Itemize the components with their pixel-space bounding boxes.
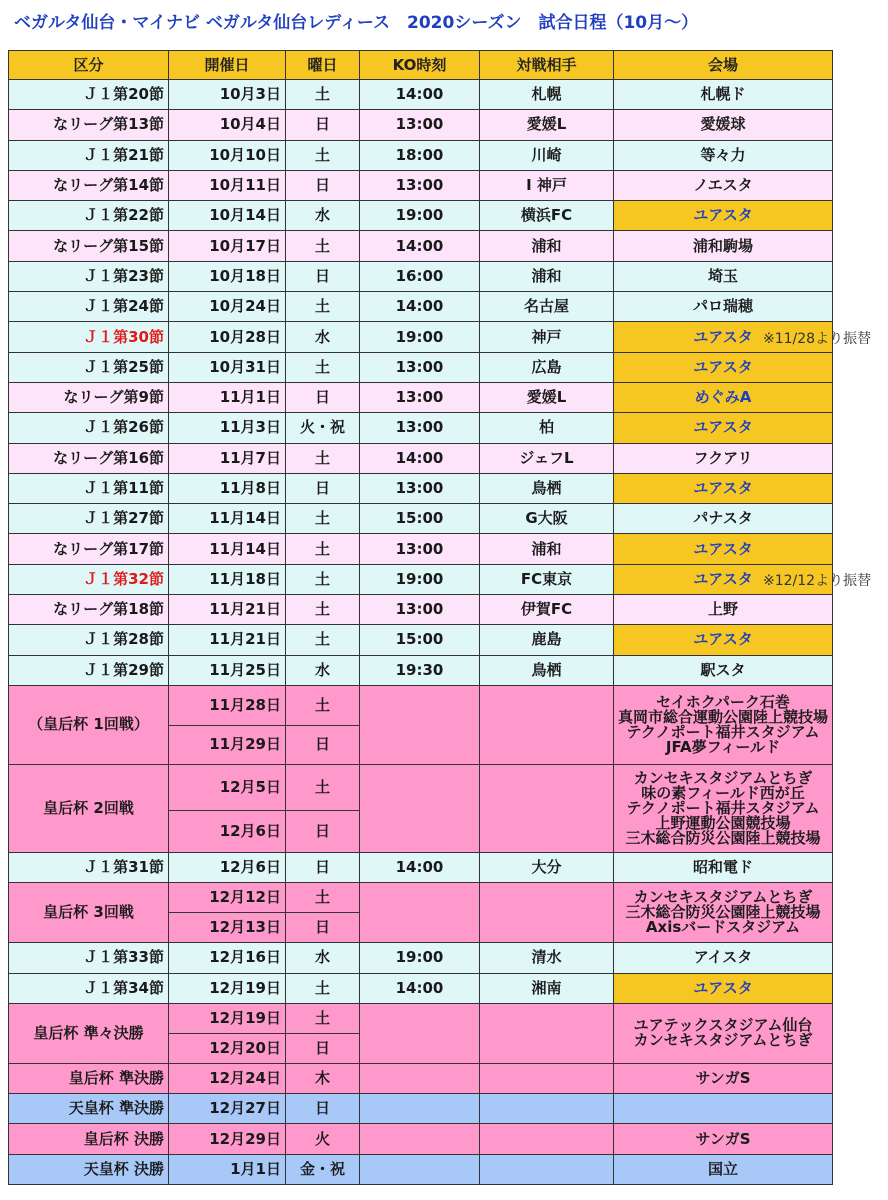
ko-cell: 18:00 [360,140,480,170]
date-cell: 11月7日 [169,443,286,473]
day-cell: 土 [286,564,360,594]
date-cell: 11月21日 [169,625,286,655]
ko-cell: 19:00 [360,564,480,594]
ko-cell: 14:00 [360,80,480,110]
day-cell: 水 [286,943,360,973]
day-cell: 日 [286,1094,360,1124]
day-cell: 土 [286,685,360,725]
date-cell: 12月6日 [169,810,286,852]
ko-cell: 19:00 [360,943,480,973]
date-cell: 12月6日 [169,852,286,882]
kubun-cell: なリーグ第14節 [9,170,169,200]
date-cell: 10月3日 [169,80,286,110]
kubun-cell: なリーグ第15節 [9,231,169,261]
cup-venue-cell [614,1003,833,1063]
day-cell: 日 [286,1033,360,1063]
venue-cell: 上野 [614,595,833,625]
kubun-cell: 皇后杯 決勝 [9,1124,169,1154]
date-cell: 12月29日 [169,1124,286,1154]
venue-cell: パロ瑞穂 [614,292,833,322]
day-cell: 土 [286,625,360,655]
date-cell: 10月31日 [169,352,286,382]
ko-cell [360,1003,480,1063]
opponent-cell [480,764,614,852]
date-cell: 11月1日 [169,382,286,412]
date-cell: 10月14日 [169,201,286,231]
date-cell: 10月4日 [169,110,286,140]
date-cell: 12月27日 [169,1094,286,1124]
table-row [9,595,833,625]
kubun-cell: Ｊ１第11節 [9,473,169,503]
cup-row [9,1003,833,1033]
cup-venue-item: ユアテックスタジアム仙台 [633,1016,813,1035]
reschedule-note: ※12/12より振替 [763,573,872,590]
day-cell: 火・祝 [286,413,360,443]
date-cell: 10月17日 [169,231,286,261]
date-cell: 11月3日 [169,413,286,443]
kubun-cell: Ｊ１第31節 [9,852,169,882]
date-cell: 11月18日 [169,564,286,594]
cup-venue-cell [614,685,833,764]
header-opponent: 対戦相手 [480,51,614,80]
ko-cell: 13:00 [360,382,480,412]
kubun-cell: なリーグ第17節 [9,534,169,564]
kubun-cell: Ｊ１第28節 [9,625,169,655]
kubun-cell: Ｊ１第23節 [9,261,169,291]
table-row [9,504,833,534]
table-row [9,261,833,291]
venue-cell: パナスタ [614,504,833,534]
venue-cell: サンガS [614,1124,833,1154]
table-row [9,322,833,352]
day-cell: 日 [286,382,360,412]
header-ko: KO時刻 [360,51,480,80]
ko-cell: 19:00 [360,201,480,231]
day-cell: 土 [286,352,360,382]
opponent-cell: 鳥栖 [480,473,614,503]
day-cell: 日 [286,170,360,200]
ko-cell: 19:00 [360,322,480,352]
venue-cell: アイスタ [614,943,833,973]
kubun-cell: Ｊ１第22節 [9,201,169,231]
date-cell: 11月14日 [169,504,286,534]
cup-venue-item: 真岡市総合運動公園陸上競技場 [618,707,829,726]
cup-kubun-cell: （皇后杯 1回戦） [9,685,169,764]
table-row [9,625,833,655]
day-cell: 土 [286,883,360,913]
table-row [9,352,833,382]
opponent-cell: 鹿島 [480,625,614,655]
ko-cell: 16:00 [360,261,480,291]
day-cell: 日 [286,810,360,852]
opponent-cell: ジェフL [480,443,614,473]
kubun-cell: Ｊ１第32節 [9,564,169,594]
venue-cell: 埼玉 [614,261,833,291]
opponent-cell: 伊賀FC [480,595,614,625]
ko-cell: 13:00 [360,534,480,564]
table-row [9,292,833,322]
header-venue: 会場 [614,51,833,80]
opponent-cell [480,1124,614,1154]
kubun-cell: なリーグ第13節 [9,110,169,140]
cup-venue-item: 三木総合防災公園陸上競技場 [625,828,821,847]
venue-cell: 等々力 [614,140,833,170]
day-cell: 土 [286,292,360,322]
cup-venue-item: カンセキスタジアムとちぎ [633,1031,813,1050]
venue-cell: ユアスタ [614,413,833,443]
ko-cell: 19:30 [360,655,480,685]
cup-venue-item: 味の素フィールド西が丘 [641,783,805,802]
ko-cell [360,685,480,764]
table-row [9,413,833,443]
day-cell: 土 [286,504,360,534]
venue-cell: ユアスタ [614,973,833,1003]
kubun-cell: Ｊ１第27節 [9,504,169,534]
venue-cell: 昭和電ド [614,852,833,882]
cup-venue-item: テクノポート福井スタジアム [626,722,820,741]
day-cell: 土 [286,1003,360,1033]
kubun-cell: Ｊ１第34節 [9,973,169,1003]
day-cell: 土 [286,595,360,625]
header-kubun: 区分 [9,51,169,80]
day-cell: 土 [286,80,360,110]
ko-cell: 14:00 [360,973,480,1003]
ko-cell: 14:00 [360,443,480,473]
date-cell: 10月18日 [169,261,286,291]
opponent-cell: 広島 [480,352,614,382]
table-row [9,443,833,473]
ko-cell: 13:00 [360,595,480,625]
page-title: ベガルタ仙台・マイナビ ベガルタ仙台レディース 2020シーズン 試合日程（10月～） [14,13,699,33]
date-cell: 10月11日 [169,170,286,200]
venue-cell: 札幌ド [614,80,833,110]
kubun-cell: 天皇杯 決勝 [9,1154,169,1184]
header-date: 開催日 [169,51,286,80]
kubun-cell: Ｊ１第20節 [9,80,169,110]
cup-venue-item: テクノポート福井スタジアム [626,798,820,817]
cup-kubun-cell: 皇后杯 3回戦 [9,883,169,943]
kubun-cell: 天皇杯 準決勝 [9,1094,169,1124]
day-cell: 土 [286,764,360,810]
cup-venue-item: JFA夢フィールド [665,737,781,756]
ko-cell: 15:00 [360,504,480,534]
date-cell: 12月12日 [169,883,286,913]
table-row [9,943,833,973]
day-cell: 火 [286,1124,360,1154]
schedule-table [8,50,833,1185]
opponent-cell [480,685,614,764]
opponent-cell: 浦和 [480,231,614,261]
opponent-cell: 愛媛L [480,110,614,140]
cup-kubun-cell: 皇后杯 2回戦 [9,764,169,852]
table-row [9,80,833,110]
venue-cell: ユアスタ [614,564,833,594]
venue-cell: 浦和駒場 [614,231,833,261]
date-cell: 12月19日 [169,1003,286,1033]
kubun-cell: なリーグ第18節 [9,595,169,625]
ko-cell: 14:00 [360,292,480,322]
cup-venue-cell [614,764,833,852]
header-row [9,51,833,80]
table-row [9,201,833,231]
ko-cell: 13:00 [360,413,480,443]
ko-cell: 13:00 [360,170,480,200]
cup-venue-cell [614,883,833,943]
ko-cell [360,1063,480,1093]
day-cell: 木 [286,1063,360,1093]
date-cell: 10月10日 [169,140,286,170]
venue-cell: ユアスタ [614,352,833,382]
table-row [9,473,833,503]
cup-venue-item: Axisバードスタジアム [645,918,801,937]
opponent-cell: G大阪 [480,504,614,534]
opponent-cell: 名古屋 [480,292,614,322]
table-row [9,382,833,412]
day-cell: 土 [286,973,360,1003]
opponent-cell [480,1094,614,1124]
opponent-cell: 浦和 [480,534,614,564]
cup-venue-item: 三木総合防災公園陸上競技場 [625,903,821,922]
ko-cell: 15:00 [360,625,480,655]
venue-cell: ユアスタ [614,473,833,503]
cup-venue-item: セイホクパーク石巻 [656,692,790,711]
opponent-cell: 横浜FC [480,201,614,231]
date-cell: 1月1日 [169,1154,286,1184]
table-row [9,140,833,170]
kubun-cell: Ｊ１第26節 [9,413,169,443]
date-cell: 12月13日 [169,913,286,943]
day-cell: 日 [286,852,360,882]
header-day: 曜日 [286,51,360,80]
kubun-cell: Ｊ１第30節 [9,322,169,352]
table-row [9,564,833,594]
kubun-cell: Ｊ１第21節 [9,140,169,170]
opponent-cell [480,1003,614,1063]
day-cell: 日 [286,725,360,764]
venue-cell: ノエスタ [614,170,833,200]
venue-cell: 国立 [614,1154,833,1184]
table-row [9,534,833,564]
day-cell: 日 [286,261,360,291]
table-row [9,852,833,882]
date-cell: 11月14日 [169,534,286,564]
venue-cell: ユアスタ [614,625,833,655]
venue-cell: フクアリ [614,443,833,473]
kubun-cell: なリーグ第9節 [9,382,169,412]
ko-cell [360,1094,480,1124]
date-cell: 12月20日 [169,1033,286,1063]
ko-cell [360,1154,480,1184]
venue-cell: ユアスタ [614,322,833,352]
date-cell: 12月16日 [169,943,286,973]
opponent-cell: 川崎 [480,140,614,170]
day-cell: 日 [286,913,360,943]
ko-cell [360,883,480,943]
opponent-cell: 札幌 [480,80,614,110]
day-cell: 土 [286,231,360,261]
kubun-cell: Ｊ１第29節 [9,655,169,685]
day-cell: 水 [286,322,360,352]
date-cell: 11月29日 [169,725,286,764]
ko-cell: 13:00 [360,352,480,382]
opponent-cell: 大分 [480,852,614,882]
table-row [9,973,833,1003]
day-cell: 水 [286,201,360,231]
date-cell: 12月24日 [169,1063,286,1093]
day-cell: 土 [286,534,360,564]
cup-row [9,685,833,725]
day-cell: 土 [286,140,360,170]
cup-kubun-cell: 皇后杯 準々決勝 [9,1003,169,1063]
day-cell: 水 [286,655,360,685]
ko-cell: 13:00 [360,473,480,503]
opponent-cell: FC東京 [480,564,614,594]
kubun-cell: 皇后杯 準決勝 [9,1063,169,1093]
venue-cell: 愛媛球 [614,110,833,140]
kubun-cell: Ｊ１第24節 [9,292,169,322]
date-cell: 12月19日 [169,973,286,1003]
opponent-cell: 清水 [480,943,614,973]
opponent-cell: 愛媛L [480,382,614,412]
reschedule-note: ※11/28より振替 [763,331,872,348]
kubun-cell: なリーグ第16節 [9,443,169,473]
cup-row [9,883,833,913]
cup-row [9,1154,833,1184]
date-cell: 11月21日 [169,595,286,625]
opponent-cell [480,1063,614,1093]
table-row [9,110,833,140]
day-cell: 金・祝 [286,1154,360,1184]
date-cell: 11月25日 [169,655,286,685]
kubun-cell: Ｊ１第25節 [9,352,169,382]
table-row [9,655,833,685]
ko-cell: 14:00 [360,231,480,261]
opponent-cell: 湘南 [480,973,614,1003]
opponent-cell: I 神戸 [480,170,614,200]
date-cell: 10月28日 [169,322,286,352]
day-cell: 日 [286,110,360,140]
opponent-cell: 柏 [480,413,614,443]
venue-cell [614,1094,833,1124]
kubun-cell: Ｊ１第33節 [9,943,169,973]
ko-cell: 13:00 [360,110,480,140]
ko-cell [360,764,480,852]
table-row [9,170,833,200]
opponent-cell: 鳥栖 [480,655,614,685]
opponent-cell [480,883,614,943]
day-cell: 日 [286,473,360,503]
day-cell: 土 [286,443,360,473]
date-cell: 11月28日 [169,685,286,725]
cup-row [9,1094,833,1124]
cup-venue-item: カンセキスタジアムとちぎ [633,888,813,907]
venue-cell: ユアスタ [614,534,833,564]
venue-cell: ユアスタ [614,201,833,231]
cup-venue-item: カンセキスタジアムとちぎ [633,768,813,787]
date-cell: 11月8日 [169,473,286,503]
ko-cell: 14:00 [360,852,480,882]
opponent-cell [480,1154,614,1184]
cup-row [9,1124,833,1154]
venue-cell: めぐみA [614,382,833,412]
date-cell: 10月24日 [169,292,286,322]
cup-row [9,1063,833,1093]
date-cell: 12月5日 [169,764,286,810]
venue-cell: 駅スタ [614,655,833,685]
ko-cell [360,1124,480,1154]
table-row [9,231,833,261]
cup-venue-item: 上野運動公園競技場 [655,813,791,832]
venue-cell: サンガS [614,1063,833,1093]
opponent-cell: 浦和 [480,261,614,291]
cup-row [9,764,833,810]
opponent-cell: 神戸 [480,322,614,352]
